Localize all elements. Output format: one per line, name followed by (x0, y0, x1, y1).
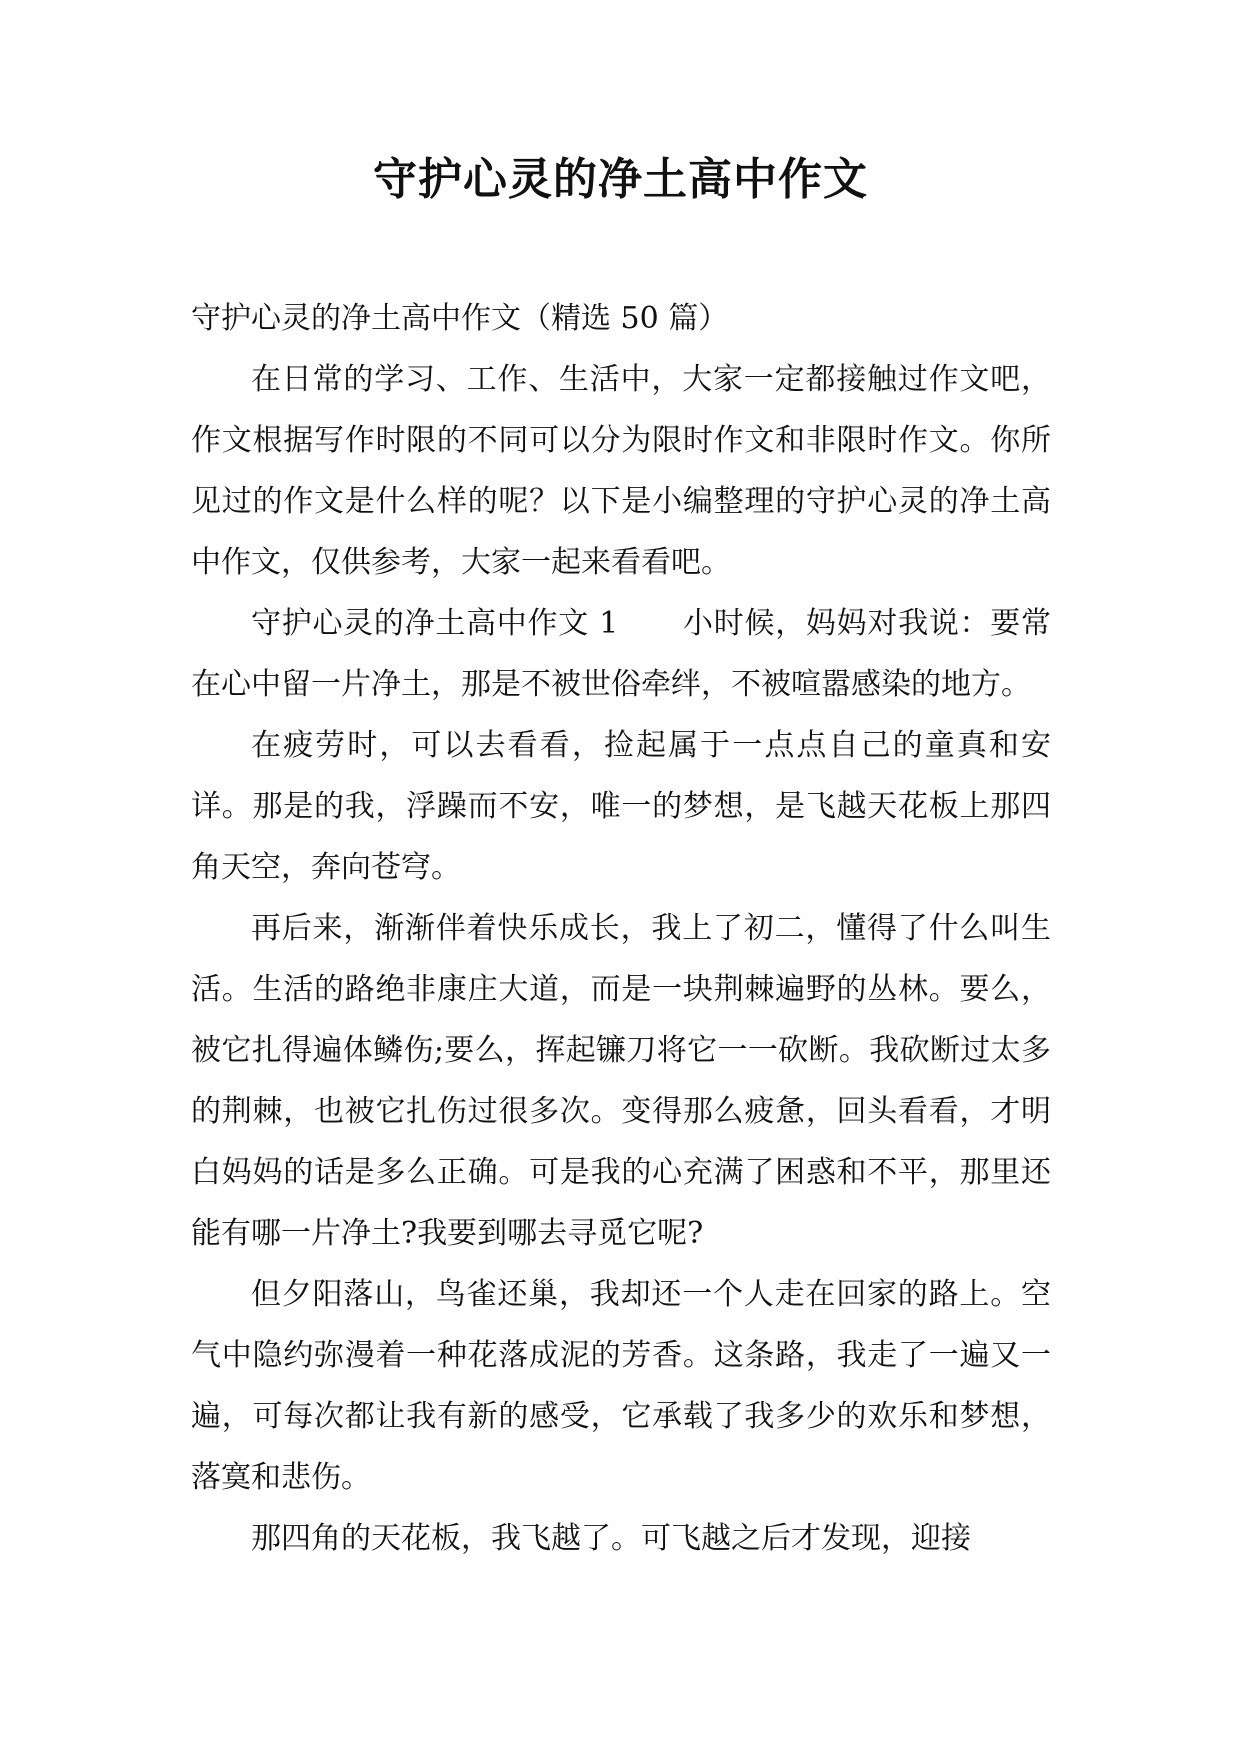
page-title: 守护心灵的净土高中作文 (373, 154, 868, 205)
body-paragraph: 再后来，渐渐伴着快乐成长，我上了初二，懂得了什么叫生活。生活的路绝非康庄大道，而是一块荆棘遍野的丛林。要么，被它扎得遍体鳞伤;要么，挥起镰刀将它一一砍断。我砍断过太多的荆棘，也被它扎伤过很多次。变得那么疲惫，回头看看，才明白妈妈的话是多么正确。可是我的心充满了困惑和不平，那里还能有哪一片净土?我要到哪去寻觅它呢? (191, 911, 1051, 1251)
body-paragraph: 那四角的天花板，我飞越了。可飞越之后才发现，迎接 (251, 1521, 971, 1556)
body-paragraph: 但夕阳落山，鸟雀还巢，我却还一个人走在回家的路上。空气中隐约弥漫着一种花落成泥的芳香。这条路，我走了一遍又一遍，可每次都让我有新的感受，它承载了我多少的欢乐和梦想，落寞和悲伤。 (191, 1277, 1051, 1495)
essay-first-sentence: 小时候，妈妈对我说：要常在心中留一片净土，那是不被世俗牵绊，不被喧嚣感染的地方。 (191, 606, 1051, 702)
document-body (191, 288, 1051, 1569)
body-paragraph: 在疲劳时，可以去看看，捡起属于一点点自己的童真和安详。那是的我，浮躁而不安，唯一的梦想，是飞越天花板上那四角天空，奔向苍穹。 (191, 728, 1051, 885)
essay-heading: 守护心灵的净土高中作文 1 (251, 606, 619, 641)
essay-1-opening (191, 593, 1051, 715)
subtitle-line: 守护心灵的净土高中作文（精选 50 篇） (191, 301, 729, 336)
intro-paragraph: 在日常的学习、工作、生活中，大家一定都接触过作文吧，作文根据写作时限的不同可以分为限时作文和非限时作文。你所见过的作文是什么样的呢？以下是小编整理的守护心灵的净土高中作文，仅供参考，大家一起来看看吧。 (191, 362, 1051, 580)
